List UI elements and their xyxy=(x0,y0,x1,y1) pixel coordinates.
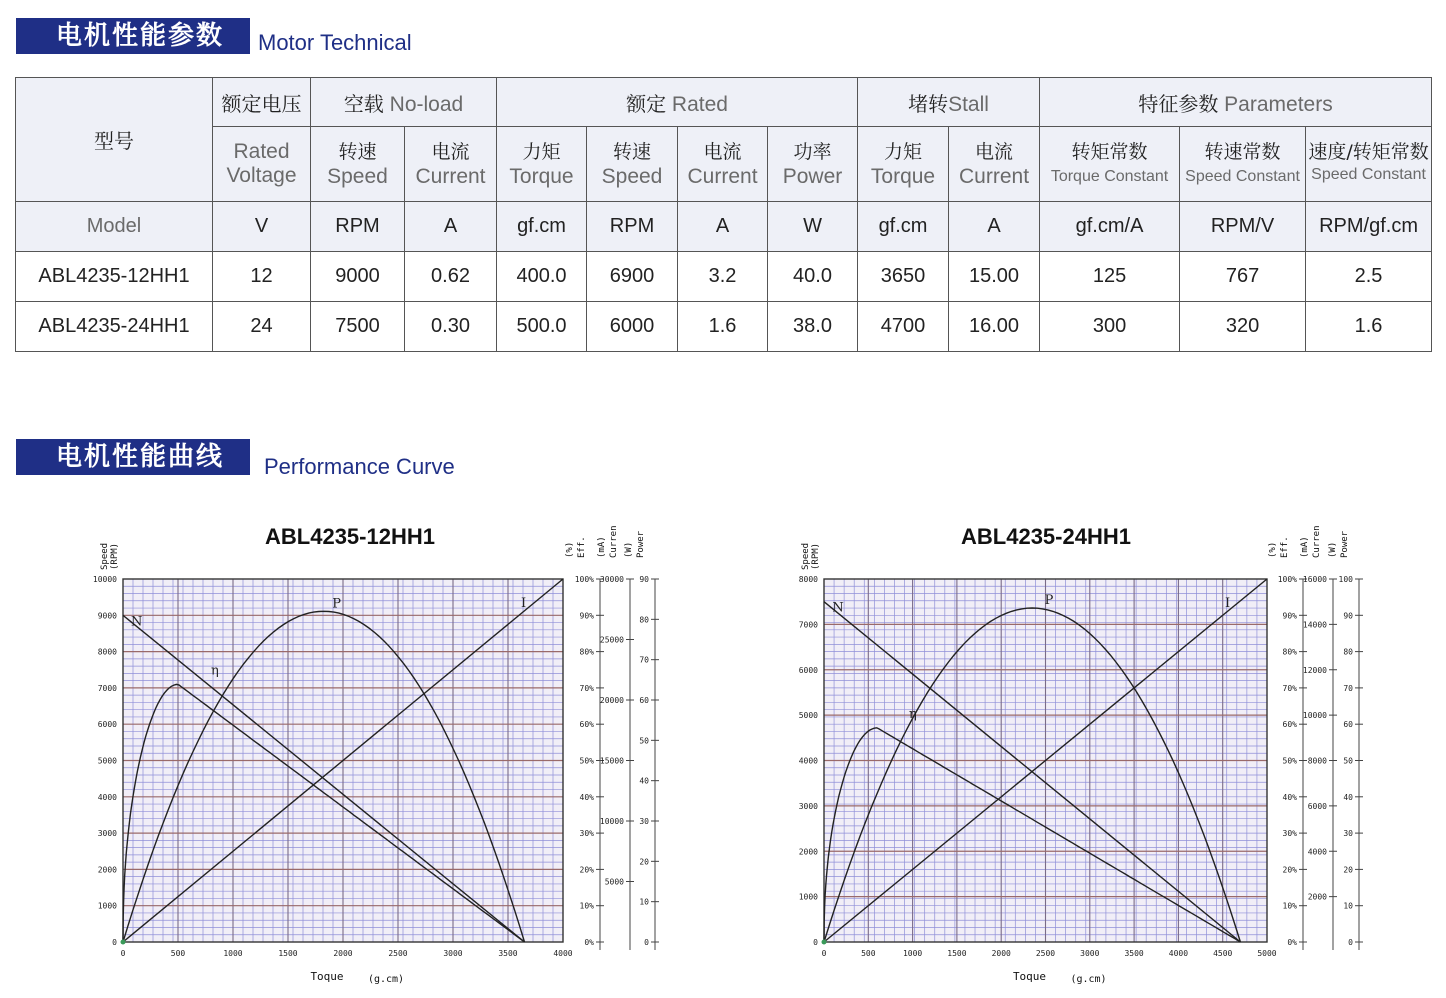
power-curve-label: P xyxy=(332,596,342,612)
power-tick-label: 20 xyxy=(639,857,649,867)
torque-tick-label: 4000 xyxy=(1168,949,1189,958)
current-tick-label: 8000 xyxy=(1307,756,1327,766)
eff-tick-label: 50% xyxy=(1282,756,1297,766)
right-axis-label: Power xyxy=(636,530,646,558)
origin-marker xyxy=(822,940,827,945)
table-cell: 38.0 xyxy=(768,302,858,352)
eff-tick-label: 40% xyxy=(579,792,594,802)
current-tick-label: 16000 xyxy=(1302,575,1327,584)
speed-tick-label: 0 xyxy=(112,938,117,947)
eff-tick-label: 60% xyxy=(579,720,594,730)
unit-cell: A xyxy=(678,202,768,252)
rated-voltage-subheader: Rated Voltage xyxy=(213,127,311,202)
torque-tick-label: 2500 xyxy=(388,949,408,958)
power-tick-label: 50 xyxy=(639,736,649,746)
table-cell: 4700 xyxy=(858,302,949,352)
current-tick-label: 6000 xyxy=(1307,801,1327,811)
speed-tick-label: 8000 xyxy=(97,647,117,657)
eff-tick-label: 10% xyxy=(579,901,594,911)
speed-constant-subheader: 转速常数 Speed Constant xyxy=(1180,127,1306,202)
speed-tick-label: 8000 xyxy=(798,575,818,584)
model-header-en: Model xyxy=(16,202,213,252)
power-tick-label: 30 xyxy=(639,817,649,826)
table-cell: 3.2 xyxy=(678,252,768,302)
table-cell: 1.6 xyxy=(678,302,768,352)
speed-tick-label: 1000 xyxy=(97,901,117,911)
model-cell: ABL4235-12HH1 xyxy=(16,252,213,302)
unit-cell: RPM xyxy=(587,202,678,252)
efficiency-curve-label: η xyxy=(909,706,917,722)
table-row xyxy=(16,252,1432,302)
rated-speed-subheader: 转速 Speed xyxy=(587,127,678,202)
speed-axis-label: Speed xyxy=(100,542,110,570)
current-tick-label: 10000 xyxy=(599,817,624,826)
torque-tick-label: 1500 xyxy=(947,949,967,958)
unit-cell: W xyxy=(768,202,858,252)
eff-tick-label: 90% xyxy=(579,611,594,621)
power-tick-label: 80 xyxy=(639,615,649,625)
speed-tick-label: 4000 xyxy=(97,792,117,802)
rated-voltage-group-header: 额定电压 xyxy=(213,78,311,127)
power-tick-label: 60 xyxy=(639,696,649,705)
torque-tick-label: 1000 xyxy=(902,949,923,958)
table-cell: 320 xyxy=(1180,302,1306,352)
eff-tick-label: 70% xyxy=(1282,683,1297,693)
right-axis-label: (W) xyxy=(624,541,634,558)
table-cell: 125 xyxy=(1040,252,1180,302)
torque-tick-label: 4500 xyxy=(1213,949,1233,958)
torque-tick-label: 500 xyxy=(170,949,186,958)
table-cell: 3650 xyxy=(858,252,949,302)
power-curve-label: P xyxy=(1044,593,1054,609)
speed-tick-label: 6000 xyxy=(97,720,117,730)
current-curve-label: I xyxy=(521,596,527,611)
eff-tick-label: 30% xyxy=(579,829,594,839)
speed-tick-label: 6000 xyxy=(798,665,818,675)
torque-tick-label: 1500 xyxy=(278,949,298,958)
speed-tick-label: 2000 xyxy=(798,847,818,857)
power-tick-label: 20 xyxy=(1343,865,1353,875)
chart-title: ABL4235-12HH1 xyxy=(265,524,435,549)
efficiency-curve-label: η xyxy=(211,663,219,679)
table-cell: 12 xyxy=(213,252,311,302)
torque-tick-label: 3000 xyxy=(1080,949,1100,958)
x-axis-unit: (g.cm) xyxy=(1070,974,1107,985)
unit-cell: A xyxy=(949,202,1040,252)
current-tick-label: 4000 xyxy=(1307,847,1327,857)
table-cell: 24 xyxy=(213,302,311,352)
unit-cell: gf.cm/A xyxy=(1040,202,1180,252)
speed-axis-label: (RPM) xyxy=(811,542,821,570)
eff-tick-label: 50% xyxy=(579,756,594,766)
current-tick-label: 10000 xyxy=(1302,711,1327,721)
torque-tick-label: 3000 xyxy=(443,949,463,958)
current-tick-label: 30000 xyxy=(599,575,624,584)
power-tick-label: 70 xyxy=(639,655,649,665)
table-cell: 16.00 xyxy=(949,302,1040,352)
speed-tick-label: 2000 xyxy=(97,865,117,875)
noload-speed-subheader: 转速 Speed xyxy=(311,127,405,202)
current-curve-label: I xyxy=(1225,596,1231,611)
speed-tick-label: 3000 xyxy=(97,829,117,839)
speed-tick-label: 1000 xyxy=(798,892,818,902)
stall-group-header: 堵转Stall xyxy=(858,78,1040,127)
section-title-cn: 电机性能曲线 xyxy=(56,442,225,472)
table-row xyxy=(16,302,1432,352)
speed-tick-label: 10000 xyxy=(92,575,117,584)
model-header-cn: 型号 xyxy=(16,78,213,202)
current-tick-label: 5000 xyxy=(604,877,624,887)
motor-spec-table xyxy=(15,77,1432,352)
power-tick-label: 100 xyxy=(1338,575,1353,584)
performance-chart-24v xyxy=(723,510,1446,996)
table-cell: 6000 xyxy=(587,302,678,352)
torque-tick-label: 4000 xyxy=(553,949,573,958)
eff-tick-label: 0% xyxy=(584,938,594,947)
model-cell: ABL4235-24HH1 xyxy=(16,302,213,352)
right-axis-label: (%) xyxy=(1268,541,1278,558)
torque-tick-label: 0 xyxy=(821,949,827,958)
rated-group-header: 额定 Rated xyxy=(497,78,858,127)
table-cell: 0.62 xyxy=(405,252,497,302)
table-cell: 40.0 xyxy=(768,252,858,302)
unit-cell: V xyxy=(213,202,311,252)
power-tick-label: 40 xyxy=(639,776,649,786)
right-axis-label: (mA) xyxy=(1300,536,1310,558)
power-tick-label: 60 xyxy=(1343,720,1353,730)
speed-tick-label: 0 xyxy=(813,938,818,947)
section-title-cn: 电机性能参数 xyxy=(56,21,225,51)
eff-tick-label: 70% xyxy=(579,683,594,693)
right-axis-label: Eff. xyxy=(1280,536,1290,558)
eff-tick-label: 100% xyxy=(1277,575,1297,584)
speed-axis-label: (RPM) xyxy=(110,542,120,570)
torque-tick-label: 3500 xyxy=(1124,949,1144,958)
performance-chart-svg xyxy=(0,510,723,996)
current-tick-label: 2000 xyxy=(1307,892,1327,902)
section-title-en: Performance Curve xyxy=(264,454,455,479)
right-axis-label: Eff. xyxy=(577,536,587,558)
eff-tick-label: 60% xyxy=(1282,720,1297,730)
current-tick-label: 20000 xyxy=(599,696,624,705)
torque-tick-label: 500 xyxy=(861,949,876,958)
current-tick-label: 14000 xyxy=(1302,620,1327,630)
eff-tick-label: 30% xyxy=(1282,829,1297,839)
unit-cell: gf.cm xyxy=(858,202,949,252)
table-cell: 400.0 xyxy=(497,252,587,302)
power-tick-label: 0 xyxy=(1348,938,1353,947)
noload-current-subheader: 电流 Current xyxy=(405,127,497,202)
right-axis-label: Curren xyxy=(1312,525,1322,558)
power-tick-label: 30 xyxy=(1343,829,1353,839)
torque-tick-label: 2500 xyxy=(1035,949,1056,958)
unit-cell: gf.cm xyxy=(497,202,587,252)
table-cell: 767 xyxy=(1180,252,1306,302)
power-tick-label: 90 xyxy=(1343,611,1353,621)
torque-tick-label: 5000 xyxy=(1257,949,1277,958)
torque-tick-label: 2000 xyxy=(333,949,353,958)
parameters-group-header: 特征参数 Parameters xyxy=(1040,78,1432,127)
power-tick-label: 90 xyxy=(639,575,649,584)
table-cell: 15.00 xyxy=(949,252,1040,302)
speed-tick-label: 5000 xyxy=(798,711,818,721)
speed-tick-label: 5000 xyxy=(97,756,117,766)
unit-cell: A xyxy=(405,202,497,252)
eff-tick-label: 20% xyxy=(579,865,594,875)
power-tick-label: 10 xyxy=(1343,901,1353,911)
speed-tick-label: 4000 xyxy=(798,756,818,766)
section-title-bar xyxy=(16,439,250,475)
eff-tick-label: 10% xyxy=(1282,901,1297,911)
unit-cell: RPM xyxy=(311,202,405,252)
right-axis-label: Curren xyxy=(609,525,619,558)
x-axis-unit: (g.cm) xyxy=(367,974,405,985)
table-cell: 9000 xyxy=(311,252,405,302)
right-axis-label: (W) xyxy=(1328,541,1338,558)
power-tick-label: 40 xyxy=(1343,792,1353,802)
power-tick-label: 0 xyxy=(644,938,649,947)
power-tick-label: 50 xyxy=(1343,756,1353,766)
power-tick-label: 70 xyxy=(1343,683,1353,693)
rated-power-subheader: 功率 Power xyxy=(768,127,858,202)
torque-tick-label: 3500 xyxy=(498,949,518,958)
eff-tick-label: 100% xyxy=(574,575,594,584)
speed-tick-label: 7000 xyxy=(798,620,818,630)
table-cell: 0.30 xyxy=(405,302,497,352)
chart-title: ABL4235-24HH1 xyxy=(961,524,1131,549)
noload-group-header: 空载 No-load xyxy=(311,78,497,127)
right-axis-label: (mA) xyxy=(597,536,607,558)
current-tick-label: 15000 xyxy=(599,756,624,766)
power-tick-label: 80 xyxy=(1343,647,1353,657)
eff-tick-label: 80% xyxy=(1282,647,1297,657)
current-tick-label: 12000 xyxy=(1302,665,1327,675)
speed-axis-label: Speed xyxy=(801,542,811,570)
unit-cell: RPM/gf.cm xyxy=(1306,202,1432,252)
speed-tick-label: 9000 xyxy=(97,611,117,621)
torque-tick-label: 2000 xyxy=(991,949,1011,958)
speed-tick-label: 3000 xyxy=(798,801,818,811)
current-tick-label: 25000 xyxy=(599,635,624,645)
rated-current-subheader: 电流 Current xyxy=(678,127,768,202)
torque-tick-label: 1000 xyxy=(223,949,243,958)
x-axis-label: Toque xyxy=(1012,970,1047,983)
x-axis-label: Toque xyxy=(310,970,344,983)
torque-constant-subheader: 转矩常数 Torque Constant xyxy=(1040,127,1180,202)
power-tick-label: 10 xyxy=(639,897,649,907)
right-axis-label: (%) xyxy=(565,541,575,558)
table-cell: 7500 xyxy=(311,302,405,352)
speed-torque-constant-subheader: 速度/转矩常数 Speed Constant xyxy=(1306,127,1432,202)
eff-tick-label: 0% xyxy=(1287,938,1297,947)
speed-curve-label: N xyxy=(131,614,143,630)
performance-chart-12v xyxy=(0,510,723,996)
origin-marker xyxy=(121,940,126,945)
stall-torque-subheader: 力矩 Torque xyxy=(858,127,949,202)
table-cell: 1.6 xyxy=(1306,302,1432,352)
table-cell: 2.5 xyxy=(1306,252,1432,302)
eff-tick-label: 20% xyxy=(1282,865,1297,875)
section-title-bar xyxy=(16,18,250,54)
stall-current-subheader: 电流 Current xyxy=(949,127,1040,202)
table-cell: 500.0 xyxy=(497,302,587,352)
speed-curve-label: N xyxy=(832,600,844,616)
performance-chart-svg xyxy=(723,510,1446,996)
table-cell: 300 xyxy=(1040,302,1180,352)
speed-tick-label: 7000 xyxy=(97,683,117,693)
table-cell: 6900 xyxy=(587,252,678,302)
eff-tick-label: 90% xyxy=(1282,611,1297,621)
section-title-en: Motor Technical xyxy=(258,30,412,55)
torque-tick-label: 0 xyxy=(120,949,126,958)
unit-cell: RPM/V xyxy=(1180,202,1306,252)
eff-tick-label: 40% xyxy=(1282,792,1297,802)
right-axis-label: Power xyxy=(1340,530,1350,558)
rated-torque-subheader: 力矩 Torque xyxy=(497,127,587,202)
eff-tick-label: 80% xyxy=(579,647,594,657)
